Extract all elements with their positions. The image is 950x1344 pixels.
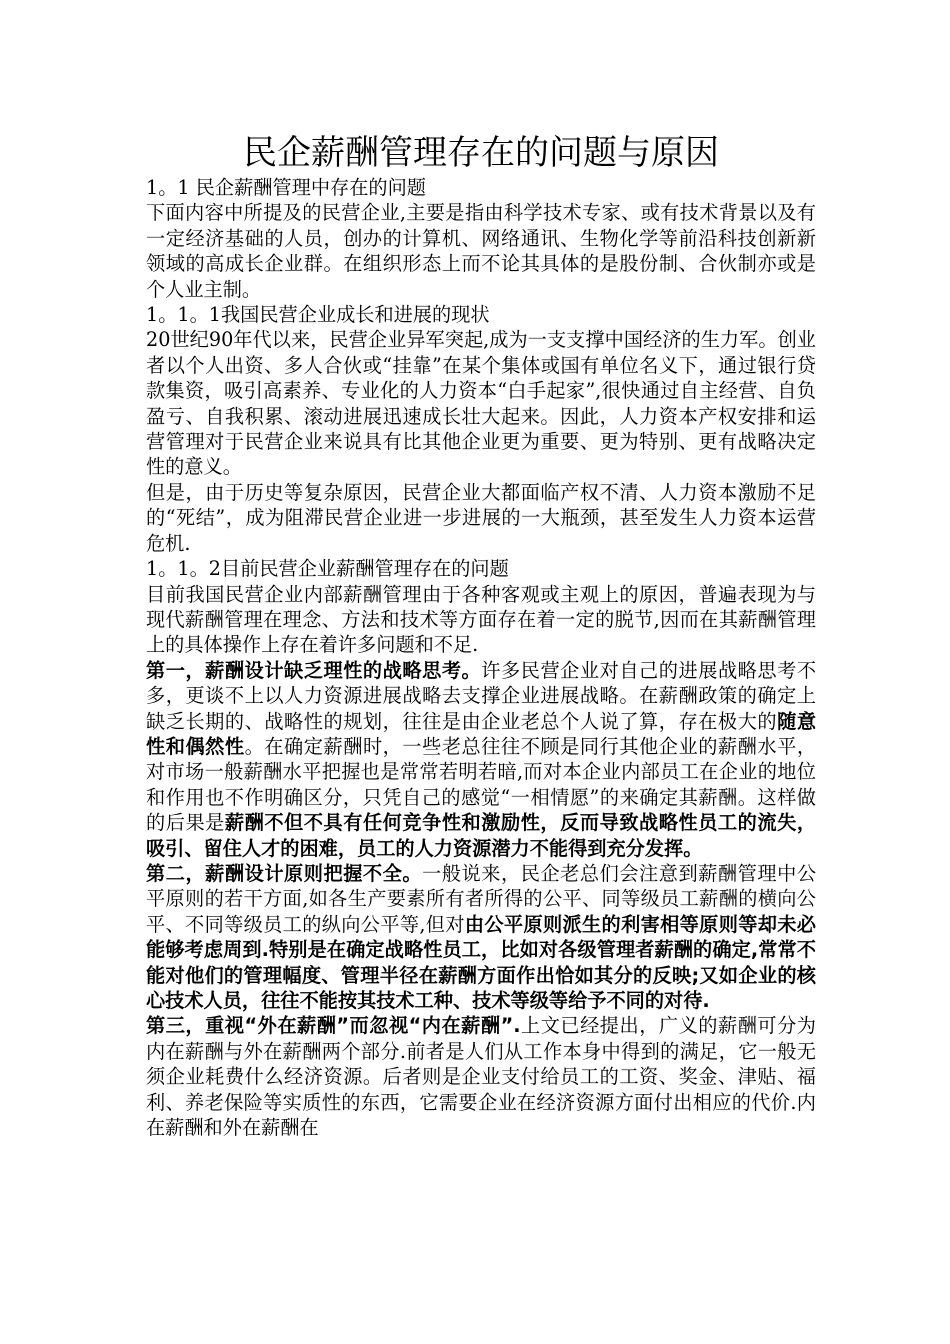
point-1-text-b: 。在确定薪酬时，一些老总往往不顾是同行其他企业的薪酬水平，对市场一般薪酬水平把握也是常常若明若暗,而对本企业内部员工在企业的地位和作用也不作明确区分，只凭自己的感觉“一相情愿”的来确定其薪酬。这样做的后果是 [146,734,817,835]
point-1-bold-lead: 第一，薪酬设计缺乏理性的战略思考。 [146,658,482,682]
point-3-text-a: 上文已经提出，广义的薪酬可分为内在薪酬与外在薪酬两个部分.前者是人们从工作本身中得到的满足，它一般无须企业耗费什么经济资源。后者则是企业支付给员工的工资、奖金、津贴、福利、养老保险等实质性的东西，它需要企业在经济资源方面付出相应的代价.内在薪酬和外在薪酬在 [146,1014,816,1140]
section-heading-1-1-1: 1。1。1我国民营企业成长和进展的现状 [146,303,490,327]
point-2-bold-end: 由公平原则派生的利害相等原则等却未必能够考虑周到.特别是在确定战略性员工，比如对各级管理者薪酬的确定,常常不能对他们的管理幅度、管理半径在薪酬方面作出恰如其分的反映;又如企业的核心技术人员，往往不能按其技术工种、技术等级等给予不同的对待. [146,912,816,1012]
point-1-text-a: 许多民营企业对自己的进展战略思考不多，更谈不上以人力资源进展战略去支撑企业进展战略。在薪酬政策的确定上缺乏长期的、战略性的规划，往往是由企业老总个人说了算，存在极大的 [146,658,817,733]
paragraph-4: 目前我国民营企业内部薪酬管理由于各种客观或主观上的原因，普遍表现为与现代薪酬管理在理念、方法和技术等方面存在着一定的脱节,因而在其薪酬管理上的具体操作上存在着许多问题和不足. [146,582,816,657]
point-3-paragraph [146,1013,816,1140]
document-title: 民企薪酬管理存在的问题与原因 [243,133,719,173]
document-page [146,0,816,1140]
paragraph-2: 20世纪90年代以来，民营企业异军突起,成为一支支撑中国经济的生力军。创业者以个人出资、多人合伙或“挂靠”在某个集体或国有单位名义下，通过银行贷款集资，吸引高素养、专业化的人力资本“白手起家”,很快通过自主经营、自负盈亏、自我积累、滚动进展迅速成长壮大起来。因此，人力资本产权安排和运营管理对于民营企业来说具有比其他企业更为重要、更为特别、更有战略决定性的意义。 [146,328,816,479]
section-heading-1-1: 1。1 民企薪酬管理中存在的问题 [146,176,426,199]
point-2-bold-lead: 第二，薪酬设计原则把握不全。 [146,861,423,885]
point-2-text-a: 一般说来，民企老总们会注意到薪酬管理中公平原则的若干方面,如各生产要素所有者所得的公平、同等级员工薪酬的横向公平、不同等级员工的纵向公平等,但对 [146,861,817,936]
point-1-bold-end: 薪酬不但不具有任何竞争性和激励性，反而导致战略性员工的流失，吸引、留住人才的困难，员工的人力资源潜力不能得到充分发挥。 [146,811,817,860]
point-2-paragraph [146,861,816,1013]
point-1-bold-mid: 随意性和偶然性 [146,709,817,758]
point-1-paragraph [146,658,816,861]
paragraph-3: 但是，由于历史等复杂原因，民营企业大都面临产权不清、人力资本激励不足的“死结”，成为阻滞民营企业进一步进展的一大瓶颈，甚至发生人力资本运营危机. [146,480,816,555]
point-3-bold-lead: 第三，重视“外在薪酬”而忽视“内在薪酬”. [146,1014,521,1038]
section-heading-1-1-2: 1。1。2目前民营企业薪酬管理存在的问题 [146,557,509,581]
paragraph-1: 下面内容中所提及的民营企业,主要是指由科学技术专家、或有技术背景以及有一定经济基础的人员，创办的计算机、网络通讯、生物化学等前沿科技创新新领域的高成长企业群。在组织形态上而不论其具体的是股份制、合伙制亦或是个人业主制。 [146,201,816,301]
